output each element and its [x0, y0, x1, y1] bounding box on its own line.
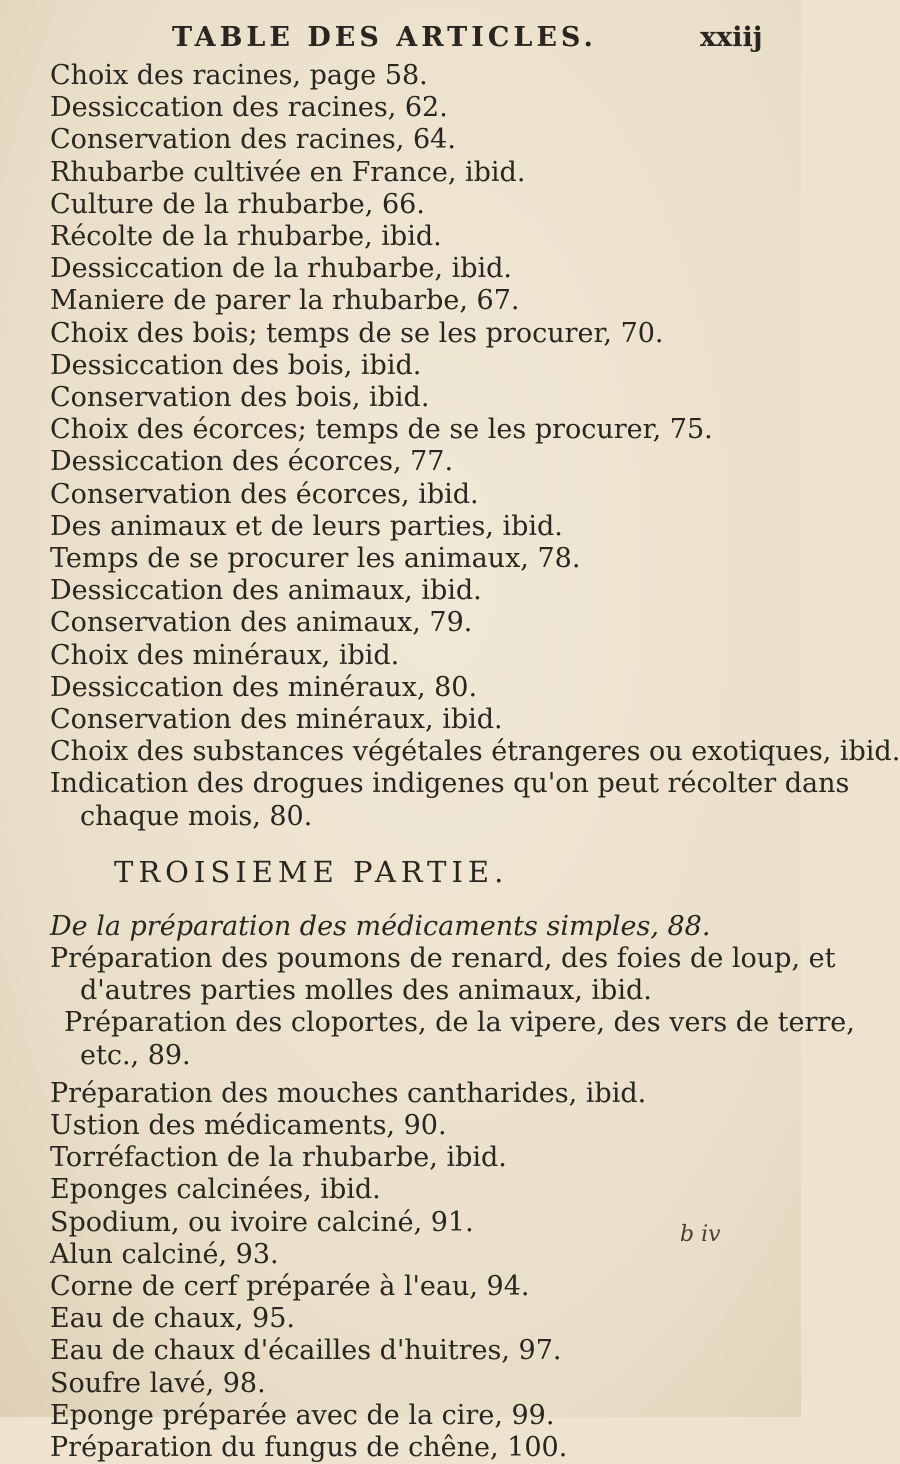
toc-entry: Temps de se procurer les animaux, 78.: [50, 543, 581, 574]
toc-entry: Des animaux et de leurs parties, ibid.: [50, 511, 563, 542]
toc-entry: Choix des écorces; temps de se les procurer, 75.: [50, 414, 713, 445]
toc-entry: Choix des minéraux, ibid.: [50, 640, 400, 671]
signature-mark: b iv: [680, 1222, 721, 1247]
section-heading: TROISIEME PARTIE.: [114, 855, 509, 889]
toc-entry: Conservation des minéraux, ibid.: [50, 704, 503, 735]
toc-entry: Ustion des médicaments, 90.: [50, 1110, 447, 1141]
toc-entry: Spodium, ou ivoire calciné, 91.: [50, 1207, 474, 1238]
toc-entry: Dessiccation des racines, 62.: [50, 92, 448, 123]
toc-entry-continuation: etc., 89.: [80, 1040, 191, 1071]
toc-entry: Soufre lavé, 98.: [50, 1368, 266, 1399]
toc-entry: Dessiccation des bois, ibid.: [50, 350, 422, 381]
toc-entry: Préparation des cloportes, de la vipere, des vers de terre,: [64, 1007, 855, 1038]
toc-entry: Culture de la rhubarbe, 66.: [50, 189, 425, 220]
toc-entry: Conservation des écorces, ibid.: [50, 479, 479, 510]
page-number: xxiij: [700, 22, 763, 53]
toc-entry: Conservation des racines, 64.: [50, 124, 456, 155]
toc-entry: Préparation des mouches cantharides, ibid.: [50, 1078, 647, 1109]
running-head: TABLE DES ARTICLES.: [172, 22, 597, 53]
toc-entry: Rhubarbe cultivée en France, ibid.: [50, 157, 526, 188]
toc-entry: Eponges calcinées, ibid.: [50, 1174, 381, 1205]
toc-entry: Eau de chaux, 95.: [50, 1303, 295, 1334]
toc-entry: Dessiccation des écorces, 77.: [50, 446, 454, 477]
toc-entry: Dessiccation des animaux, ibid.: [50, 575, 482, 606]
toc-entry: Choix des substances végétales étrangeres ou exotiques, ibid.: [50, 736, 900, 767]
toc-entry: Dessiccation des minéraux, 80.: [50, 672, 478, 703]
toc-entry-continuation: chaque mois, 80.: [80, 801, 313, 832]
toc-entry: Récolte de la rhubarbe, ibid.: [50, 221, 442, 252]
toc-entry: Eau de chaux d'écailles d'huitres, 97.: [50, 1335, 562, 1366]
toc-entry: Conservation des animaux, 79.: [50, 607, 473, 638]
toc-entry: Alun calciné, 93.: [50, 1239, 279, 1270]
toc-entry: Indication des drogues indigenes qu'on peut récolter dans: [50, 768, 850, 799]
toc-entry: Eponge préparée avec de la cire, 99.: [50, 1400, 555, 1431]
toc-entry: Maniere de parer la rhubarbe, 67.: [50, 285, 520, 316]
toc-entry: Préparation des poumons de renard, des foies de loup, et: [50, 943, 836, 974]
toc-entry: De la préparation des médicaments simples, 88.: [50, 911, 711, 942]
toc-entry: Dessiccation de la rhubarbe, ibid.: [50, 253, 513, 284]
toc-entry: Corne de cerf préparée à l'eau, 94.: [50, 1271, 530, 1302]
toc-entry: Conservation des bois, ibid.: [50, 382, 430, 413]
toc-entry: Choix des racines, page 58.: [50, 60, 428, 91]
toc-entry: Choix des bois; temps de se les procurer, 70.: [50, 318, 664, 349]
toc-entry-continuation: d'autres parties molles des animaux, ibid.: [80, 975, 652, 1006]
toc-entry: Préparation du fungus de chêne, 100.: [50, 1432, 568, 1463]
toc-entry: Torréfaction de la rhubarbe, ibid.: [50, 1142, 507, 1173]
